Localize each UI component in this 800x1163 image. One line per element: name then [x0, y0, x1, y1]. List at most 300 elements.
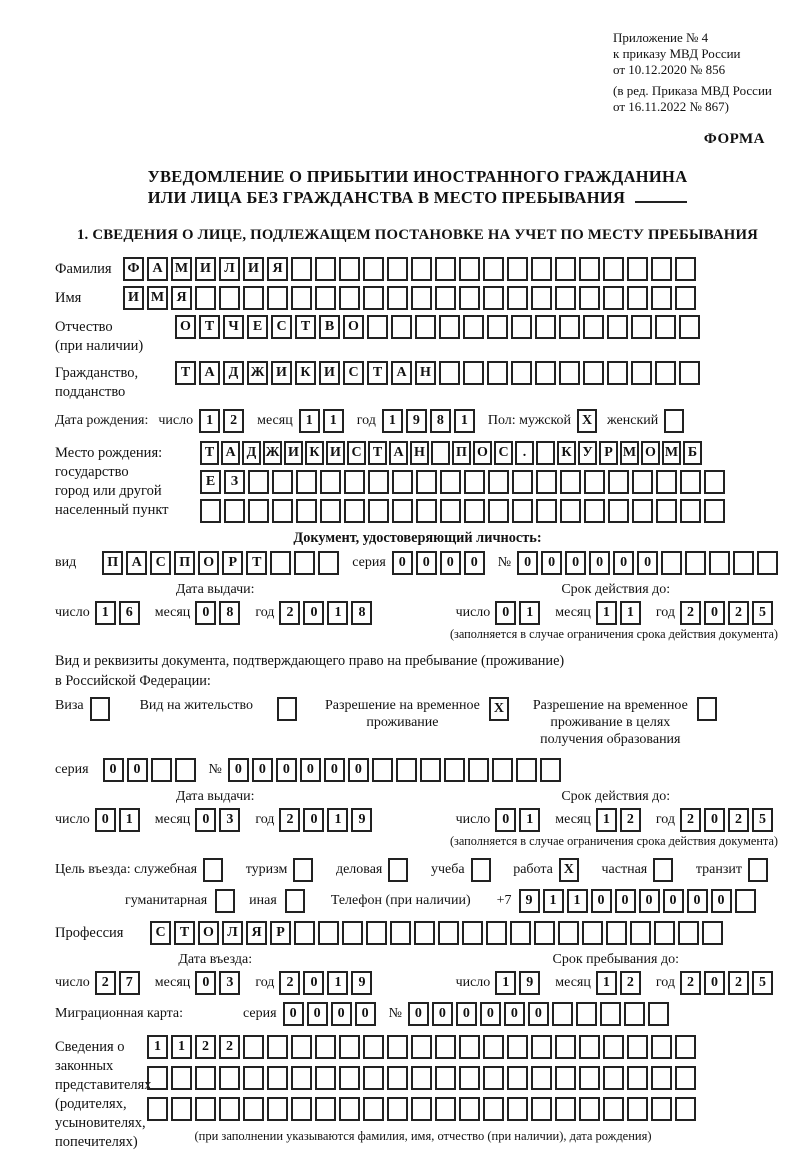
form-cell[interactable]: И: [195, 257, 216, 281]
form-cell[interactable]: [195, 286, 216, 310]
form-cell[interactable]: [363, 286, 384, 310]
form-cell[interactable]: Т: [295, 315, 316, 339]
form-cell[interactable]: [414, 921, 435, 945]
form-cell[interactable]: [702, 921, 723, 945]
form-cell[interactable]: [558, 921, 579, 945]
form-cell[interactable]: [444, 758, 465, 782]
form-cell[interactable]: [463, 361, 484, 385]
form-cell[interactable]: [483, 1097, 504, 1121]
form-cell[interactable]: [531, 286, 552, 310]
form-cell[interactable]: [656, 470, 677, 494]
form-cell[interactable]: 2: [728, 808, 749, 832]
sex-female-checkbox[interactable]: [664, 409, 684, 433]
form-cell[interactable]: 0: [355, 1002, 376, 1026]
form-cell[interactable]: [648, 1002, 669, 1026]
form-cell[interactable]: 0: [195, 971, 216, 995]
form-cell[interactable]: И: [243, 257, 264, 281]
form-cell[interactable]: [463, 315, 484, 339]
form-cell[interactable]: С: [150, 921, 171, 945]
form-cell[interactable]: [438, 921, 459, 945]
form-cell[interactable]: [387, 1066, 408, 1090]
form-cell[interactable]: [555, 1035, 576, 1059]
form-cell[interactable]: [270, 551, 291, 575]
form-cell[interactable]: Ф: [123, 257, 144, 281]
form-cell[interactable]: А: [221, 441, 240, 465]
form-cell[interactable]: [555, 257, 576, 281]
form-cell[interactable]: [733, 551, 754, 575]
form-cell[interactable]: А: [389, 441, 408, 465]
form-cell[interactable]: [147, 1097, 168, 1121]
form-cell[interactable]: [632, 470, 653, 494]
sex-male-checkbox[interactable]: X: [577, 409, 597, 433]
form-cell[interactable]: 2: [728, 601, 749, 625]
form-cell[interactable]: И: [123, 286, 144, 310]
form-cell[interactable]: 2: [620, 971, 641, 995]
form-cell[interactable]: [291, 1035, 312, 1059]
form-cell[interactable]: [579, 1066, 600, 1090]
form-cell[interactable]: [536, 470, 557, 494]
form-cell[interactable]: [507, 1035, 528, 1059]
form-cell[interactable]: 0: [613, 551, 634, 575]
form-cell[interactable]: [296, 470, 317, 494]
form-cell[interactable]: 2: [223, 409, 244, 433]
form-cell[interactable]: 9: [351, 971, 372, 995]
form-cell[interactable]: [630, 921, 651, 945]
form-cell[interactable]: [531, 1035, 552, 1059]
form-cell[interactable]: [339, 286, 360, 310]
form-cell[interactable]: 0: [392, 551, 413, 575]
form-cell[interactable]: [487, 361, 508, 385]
form-cell[interactable]: 2: [95, 971, 116, 995]
form-cell[interactable]: [267, 1097, 288, 1121]
purpose-private-checkbox[interactable]: [653, 858, 673, 882]
form-cell[interactable]: [679, 315, 700, 339]
form-cell[interactable]: [339, 1097, 360, 1121]
form-cell[interactable]: 0: [687, 889, 708, 913]
form-cell[interactable]: [459, 286, 480, 310]
form-cell[interactable]: [536, 441, 555, 465]
form-cell[interactable]: 3: [219, 808, 240, 832]
form-cell[interactable]: 0: [504, 1002, 525, 1026]
form-cell[interactable]: 0: [195, 601, 216, 625]
form-cell[interactable]: 9: [406, 409, 427, 433]
form-cell[interactable]: 0: [348, 758, 369, 782]
form-cell[interactable]: [511, 315, 532, 339]
form-cell[interactable]: [439, 361, 460, 385]
form-cell[interactable]: [243, 1066, 264, 1090]
form-cell[interactable]: 0: [637, 551, 658, 575]
form-cell[interactable]: Е: [247, 315, 268, 339]
form-cell[interactable]: [396, 758, 417, 782]
form-cell[interactable]: [464, 499, 485, 523]
form-cell[interactable]: [439, 315, 460, 339]
form-cell[interactable]: 0: [303, 601, 324, 625]
form-cell[interactable]: 8: [219, 601, 240, 625]
form-cell[interactable]: 9: [519, 971, 540, 995]
form-cell[interactable]: [171, 1097, 192, 1121]
form-cell[interactable]: 9: [351, 808, 372, 832]
form-cell[interactable]: [459, 1066, 480, 1090]
form-cell[interactable]: [486, 921, 507, 945]
form-cell[interactable]: 0: [416, 551, 437, 575]
form-cell[interactable]: 2: [680, 808, 701, 832]
form-cell[interactable]: [603, 286, 624, 310]
form-cell[interactable]: [366, 921, 387, 945]
form-cell[interactable]: [296, 499, 317, 523]
form-cell[interactable]: [219, 1097, 240, 1121]
form-cell[interactable]: 0: [95, 808, 116, 832]
form-cell[interactable]: 1: [596, 971, 617, 995]
form-cell[interactable]: [675, 1066, 696, 1090]
form-cell[interactable]: [291, 257, 312, 281]
form-cell[interactable]: [627, 257, 648, 281]
form-cell[interactable]: [555, 1097, 576, 1121]
form-cell[interactable]: Л: [222, 921, 243, 945]
form-cell[interactable]: 0: [127, 758, 148, 782]
form-cell[interactable]: [392, 499, 413, 523]
form-cell[interactable]: [540, 758, 561, 782]
form-cell[interactable]: 0: [440, 551, 461, 575]
form-cell[interactable]: Я: [171, 286, 192, 310]
form-cell[interactable]: [435, 1066, 456, 1090]
form-cell[interactable]: [576, 1002, 597, 1026]
form-cell[interactable]: Б: [683, 441, 702, 465]
form-cell[interactable]: 1: [199, 409, 220, 433]
form-cell[interactable]: Т: [368, 441, 387, 465]
form-cell[interactable]: 0: [615, 889, 636, 913]
form-cell[interactable]: [291, 286, 312, 310]
form-cell[interactable]: 0: [408, 1002, 429, 1026]
form-cell[interactable]: Ч: [223, 315, 244, 339]
form-cell[interactable]: И: [319, 361, 340, 385]
form-cell[interactable]: С: [271, 315, 292, 339]
form-cell[interactable]: 0: [307, 1002, 328, 1026]
form-cell[interactable]: 0: [456, 1002, 477, 1026]
form-cell[interactable]: [631, 361, 652, 385]
form-cell[interactable]: [368, 470, 389, 494]
form-cell[interactable]: [516, 758, 537, 782]
form-cell[interactable]: 0: [276, 758, 297, 782]
form-cell[interactable]: [535, 361, 556, 385]
form-cell[interactable]: 1: [519, 601, 540, 625]
form-cell[interactable]: 2: [279, 808, 300, 832]
form-cell[interactable]: [534, 921, 555, 945]
form-cell[interactable]: У: [578, 441, 597, 465]
form-cell[interactable]: А: [126, 551, 147, 575]
form-cell[interactable]: [531, 257, 552, 281]
form-cell[interactable]: [511, 361, 532, 385]
form-cell[interactable]: [584, 470, 605, 494]
form-cell[interactable]: [606, 921, 627, 945]
form-cell[interactable]: [507, 1066, 528, 1090]
form-cell[interactable]: [435, 1035, 456, 1059]
form-cell[interactable]: [624, 1002, 645, 1026]
form-cell[interactable]: 1: [596, 808, 617, 832]
form-cell[interactable]: Ж: [263, 441, 282, 465]
form-cell[interactable]: [675, 1035, 696, 1059]
form-cell[interactable]: [579, 286, 600, 310]
form-cell[interactable]: Т: [200, 441, 219, 465]
form-cell[interactable]: Д: [223, 361, 244, 385]
form-cell[interactable]: [416, 499, 437, 523]
form-cell[interactable]: [315, 1035, 336, 1059]
form-cell[interactable]: [654, 921, 675, 945]
form-cell[interactable]: [411, 1097, 432, 1121]
form-cell[interactable]: И: [326, 441, 345, 465]
form-cell[interactable]: 0: [663, 889, 684, 913]
form-cell[interactable]: 1: [323, 409, 344, 433]
form-cell[interactable]: [709, 551, 730, 575]
form-cell[interactable]: К: [305, 441, 324, 465]
form-cell[interactable]: 1: [171, 1035, 192, 1059]
form-cell[interactable]: [387, 286, 408, 310]
form-cell[interactable]: [415, 315, 436, 339]
form-cell[interactable]: 1: [620, 601, 641, 625]
form-cell[interactable]: [661, 551, 682, 575]
form-cell[interactable]: [320, 499, 341, 523]
form-cell[interactable]: [757, 551, 778, 575]
form-cell[interactable]: [579, 1035, 600, 1059]
form-cell[interactable]: [651, 257, 672, 281]
form-cell[interactable]: 0: [303, 971, 324, 995]
form-cell[interactable]: 1: [382, 409, 403, 433]
form-cell[interactable]: [583, 361, 604, 385]
form-cell[interactable]: А: [199, 361, 220, 385]
form-cell[interactable]: [603, 257, 624, 281]
form-cell[interactable]: И: [271, 361, 292, 385]
form-cell[interactable]: [535, 315, 556, 339]
form-cell[interactable]: 0: [464, 551, 485, 575]
form-cell[interactable]: [492, 758, 513, 782]
form-cell[interactable]: [219, 286, 240, 310]
form-cell[interactable]: [342, 921, 363, 945]
form-cell[interactable]: [627, 1035, 648, 1059]
form-cell[interactable]: Л: [219, 257, 240, 281]
form-cell[interactable]: [459, 257, 480, 281]
form-cell[interactable]: [510, 921, 531, 945]
form-cell[interactable]: И: [284, 441, 303, 465]
form-cell[interactable]: [507, 286, 528, 310]
form-cell[interactable]: 7: [119, 971, 140, 995]
form-cell[interactable]: [488, 470, 509, 494]
form-cell[interactable]: [318, 551, 339, 575]
form-cell[interactable]: 0: [283, 1002, 304, 1026]
form-cell[interactable]: О: [641, 441, 660, 465]
purpose-business-checkbox[interactable]: [388, 858, 408, 882]
form-cell[interactable]: [243, 1035, 264, 1059]
visa-checkbox[interactable]: [90, 697, 110, 721]
form-cell[interactable]: [390, 921, 411, 945]
form-cell[interactable]: [603, 1097, 624, 1121]
form-cell[interactable]: [387, 1035, 408, 1059]
form-cell[interactable]: М: [620, 441, 639, 465]
form-cell[interactable]: [531, 1097, 552, 1121]
form-cell[interactable]: [655, 315, 676, 339]
form-cell[interactable]: М: [662, 441, 681, 465]
form-cell[interactable]: В: [319, 315, 340, 339]
form-cell[interactable]: А: [391, 361, 412, 385]
form-cell[interactable]: 5: [752, 601, 773, 625]
form-cell[interactable]: С: [347, 441, 366, 465]
form-cell[interactable]: О: [198, 551, 219, 575]
form-cell[interactable]: П: [102, 551, 123, 575]
form-cell[interactable]: Е: [200, 470, 221, 494]
form-cell[interactable]: 8: [351, 601, 372, 625]
form-cell[interactable]: [339, 257, 360, 281]
form-cell[interactable]: [555, 286, 576, 310]
form-cell[interactable]: [344, 499, 365, 523]
form-cell[interactable]: [363, 257, 384, 281]
form-cell[interactable]: [363, 1066, 384, 1090]
form-cell[interactable]: [315, 286, 336, 310]
form-cell[interactable]: С: [150, 551, 171, 575]
form-cell[interactable]: М: [171, 257, 192, 281]
form-cell[interactable]: 0: [228, 758, 249, 782]
form-cell[interactable]: Я: [267, 257, 288, 281]
form-cell[interactable]: [243, 286, 264, 310]
form-cell[interactable]: [627, 1097, 648, 1121]
form-cell[interactable]: 0: [324, 758, 345, 782]
purpose-study-checkbox[interactable]: [471, 858, 491, 882]
form-cell[interactable]: [552, 1002, 573, 1026]
form-cell[interactable]: 0: [495, 808, 516, 832]
form-cell[interactable]: [735, 889, 756, 913]
form-cell[interactable]: [267, 1066, 288, 1090]
form-cell[interactable]: [272, 499, 293, 523]
form-cell[interactable]: [507, 1097, 528, 1121]
form-cell[interactable]: Т: [246, 551, 267, 575]
form-cell[interactable]: [675, 1097, 696, 1121]
form-cell[interactable]: [560, 499, 581, 523]
residence-permit-checkbox[interactable]: [277, 697, 297, 721]
form-cell[interactable]: [704, 470, 725, 494]
form-cell[interactable]: [195, 1066, 216, 1090]
form-cell[interactable]: [224, 499, 245, 523]
form-cell[interactable]: [487, 315, 508, 339]
form-cell[interactable]: Н: [410, 441, 429, 465]
form-cell[interactable]: [411, 257, 432, 281]
form-cell[interactable]: [416, 470, 437, 494]
form-cell[interactable]: [559, 315, 580, 339]
form-cell[interactable]: [536, 499, 557, 523]
form-cell[interactable]: 5: [752, 971, 773, 995]
form-cell[interactable]: [151, 758, 172, 782]
form-cell[interactable]: [272, 470, 293, 494]
form-cell[interactable]: Д: [242, 441, 261, 465]
form-cell[interactable]: [584, 499, 605, 523]
form-cell[interactable]: [679, 361, 700, 385]
form-cell[interactable]: [651, 1097, 672, 1121]
purpose-other-checkbox[interactable]: [285, 889, 305, 913]
form-cell[interactable]: [291, 1066, 312, 1090]
form-cell[interactable]: 0: [704, 601, 725, 625]
form-cell[interactable]: [507, 257, 528, 281]
form-cell[interactable]: 0: [495, 601, 516, 625]
form-cell[interactable]: 0: [565, 551, 586, 575]
form-cell[interactable]: [195, 1097, 216, 1121]
form-cell[interactable]: [267, 1035, 288, 1059]
form-cell[interactable]: [219, 1066, 240, 1090]
form-cell[interactable]: [248, 470, 269, 494]
form-cell[interactable]: 2: [620, 808, 641, 832]
form-cell[interactable]: [391, 315, 412, 339]
form-cell[interactable]: .: [515, 441, 534, 465]
form-cell[interactable]: 1: [327, 808, 348, 832]
form-cell[interactable]: К: [295, 361, 316, 385]
form-cell[interactable]: 1: [327, 971, 348, 995]
form-cell[interactable]: [468, 758, 489, 782]
form-cell[interactable]: [411, 1066, 432, 1090]
form-cell[interactable]: [339, 1035, 360, 1059]
form-cell[interactable]: 0: [195, 808, 216, 832]
form-cell[interactable]: 8: [430, 409, 451, 433]
form-cell[interactable]: Т: [175, 361, 196, 385]
form-cell[interactable]: [483, 286, 504, 310]
form-cell[interactable]: [651, 1066, 672, 1090]
form-cell[interactable]: 2: [195, 1035, 216, 1059]
form-cell[interactable]: [320, 470, 341, 494]
form-cell[interactable]: 0: [541, 551, 562, 575]
form-cell[interactable]: [531, 1066, 552, 1090]
form-cell[interactable]: 1: [519, 808, 540, 832]
form-cell[interactable]: [175, 758, 196, 782]
form-cell[interactable]: [608, 499, 629, 523]
form-cell[interactable]: [339, 1066, 360, 1090]
form-cell[interactable]: [680, 470, 701, 494]
form-cell[interactable]: 2: [680, 601, 701, 625]
form-cell[interactable]: 1: [596, 601, 617, 625]
form-cell[interactable]: М: [147, 286, 168, 310]
form-cell[interactable]: [459, 1097, 480, 1121]
form-cell[interactable]: Я: [246, 921, 267, 945]
form-cell[interactable]: [627, 286, 648, 310]
form-cell[interactable]: [411, 1035, 432, 1059]
form-cell[interactable]: 1: [119, 808, 140, 832]
form-cell[interactable]: [512, 470, 533, 494]
form-cell[interactable]: 2: [219, 1035, 240, 1059]
form-cell[interactable]: [627, 1066, 648, 1090]
form-cell[interactable]: [656, 499, 677, 523]
form-cell[interactable]: Р: [599, 441, 618, 465]
form-cell[interactable]: 0: [331, 1002, 352, 1026]
form-cell[interactable]: [435, 286, 456, 310]
form-cell[interactable]: 0: [300, 758, 321, 782]
form-cell[interactable]: 9: [519, 889, 540, 913]
form-cell[interactable]: 6: [119, 601, 140, 625]
form-cell[interactable]: 2: [279, 601, 300, 625]
form-cell[interactable]: [632, 499, 653, 523]
form-cell[interactable]: [431, 441, 450, 465]
form-cell[interactable]: [459, 1035, 480, 1059]
form-cell[interactable]: Н: [415, 361, 436, 385]
form-cell[interactable]: 1: [147, 1035, 168, 1059]
purpose-work-checkbox[interactable]: X: [559, 858, 579, 882]
form-cell[interactable]: [704, 499, 725, 523]
purpose-humanitarian-checkbox[interactable]: [215, 889, 235, 913]
form-cell[interactable]: П: [174, 551, 195, 575]
form-cell[interactable]: [171, 1066, 192, 1090]
form-cell[interactable]: [680, 499, 701, 523]
form-cell[interactable]: 0: [432, 1002, 453, 1026]
form-cell[interactable]: [243, 1097, 264, 1121]
form-cell[interactable]: П: [452, 441, 471, 465]
form-cell[interactable]: [363, 1097, 384, 1121]
form-cell[interactable]: [368, 499, 389, 523]
form-cell[interactable]: 0: [704, 808, 725, 832]
form-cell[interactable]: [387, 257, 408, 281]
form-cell[interactable]: [607, 361, 628, 385]
form-cell[interactable]: 1: [567, 889, 588, 913]
